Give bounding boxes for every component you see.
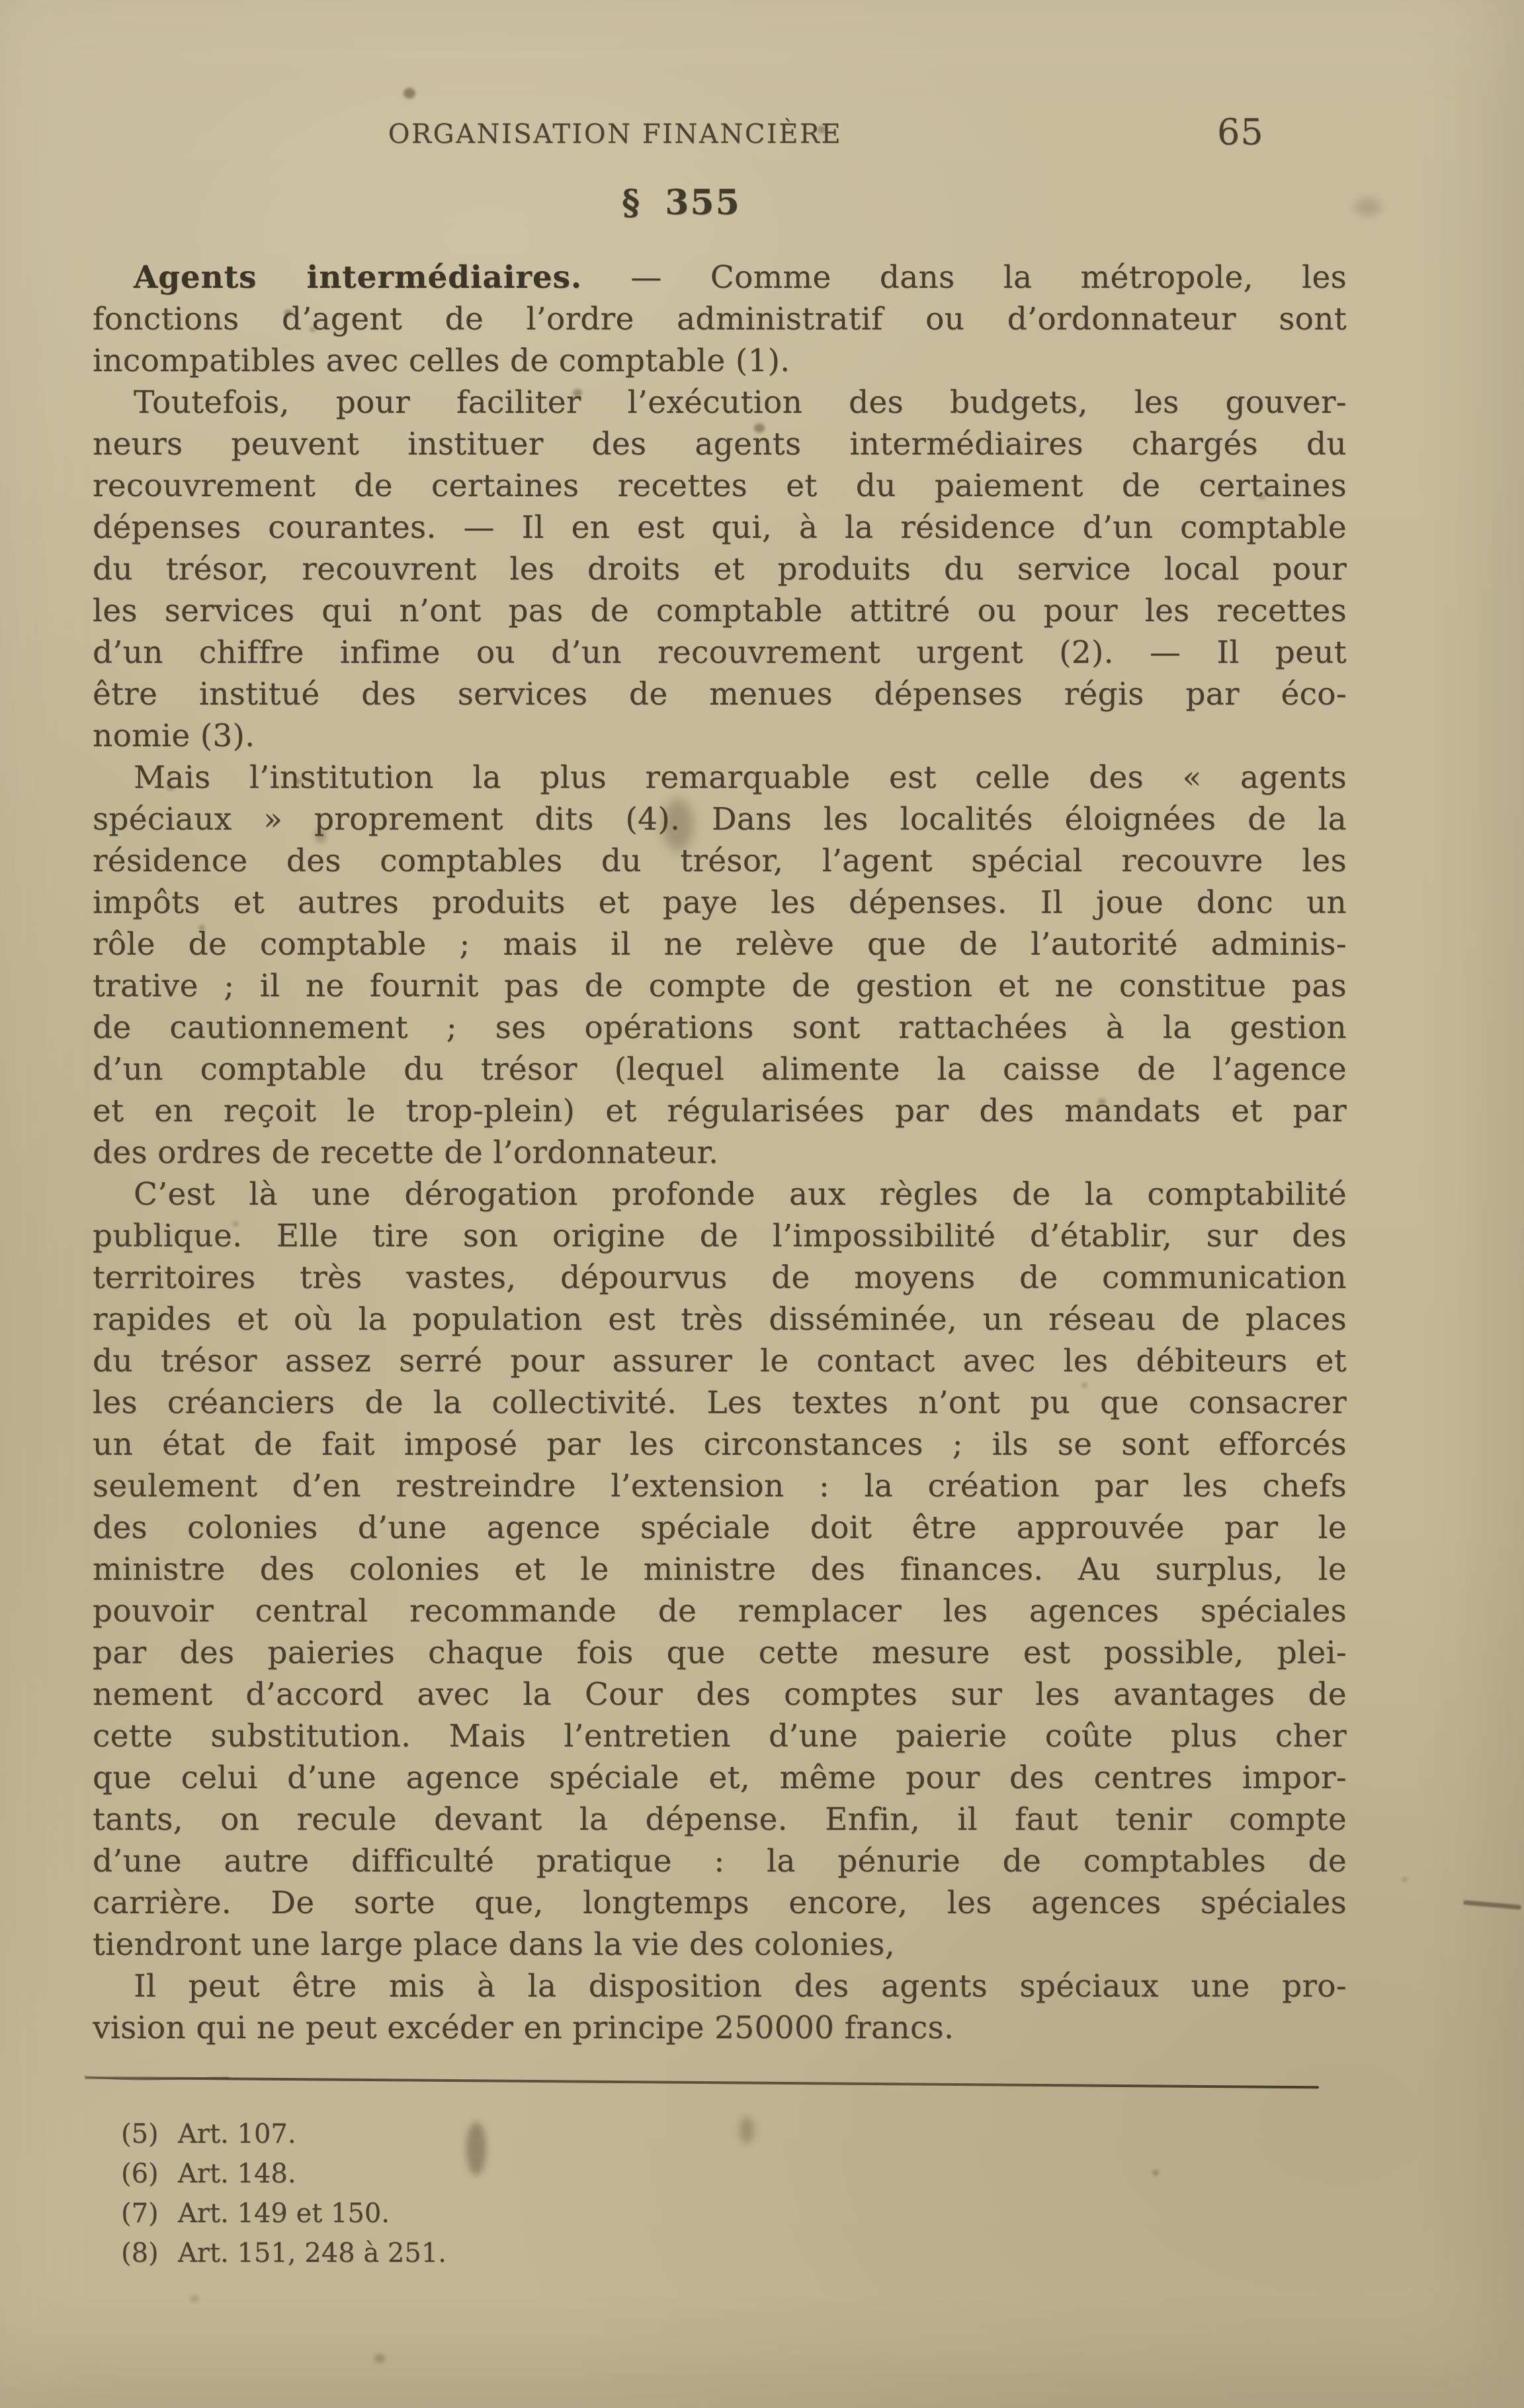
text-line: du trésor assez serré pour assurer le contact avec les débiteurs et	[93, 1343, 1347, 1379]
footnote-text: Art. 151, 248 à 251.	[178, 2238, 446, 2268]
text-line: dépenses courantes. — Il en est qui, à la résidence d’un comptable	[93, 509, 1347, 546]
text-line: fonctions d’agent de l’ordre administratif ou d’ordonnateur sont	[93, 301, 1347, 337]
text-line: un état de fait imposé par les circonstances ; ils se sont efforcés	[93, 1426, 1347, 1463]
page-number: 65	[1217, 111, 1264, 153]
footnotes	[121, 2114, 446, 2273]
paragraph	[93, 757, 1347, 1174]
text-line: Agents intermédiaires. — Comme dans la métropole, les	[134, 259, 1347, 296]
footnote	[121, 2114, 446, 2154]
paper-stain	[466, 2122, 486, 2175]
footnote-marker: (5)	[121, 2119, 159, 2149]
text-line: incompatibles avec celles de comptable (1).	[93, 343, 790, 379]
footnote-text: Art. 149 et 150.	[178, 2198, 390, 2229]
text-line: les créanciers de la collectivité. Les textes n’ont pu que consacrer	[93, 1385, 1347, 1421]
text-line: d’une autre difficulté pratique : la pénurie de comptables de	[93, 1843, 1347, 1879]
paper-stain	[1355, 198, 1381, 216]
text-line: Toutefois, pour faciliter l’exécution des budgets, les gouver-	[134, 384, 1347, 421]
footnote-text: Art. 107.	[178, 2119, 296, 2149]
text-line: seulement d’en restreindre l’extension : la création par les chefs	[93, 1468, 1347, 1504]
running-header-title: ORGANISATION FINANCIÈRE	[388, 119, 843, 150]
footnote	[121, 2154, 446, 2194]
text-line: être institué des services de menues dépenses régis par éco-	[93, 676, 1347, 712]
text-line: des colonies d’une agence spéciale doit être approuvée par le	[93, 1510, 1347, 1546]
text-line: publique. Elle tire son origine de l’impossibilité d’établir, sur des	[93, 1218, 1347, 1254]
text-line: d’un comptable du trésor (lequel alimente la caisse de l’agence	[93, 1051, 1347, 1088]
text-line: que celui d’une agence spéciale et, même pour des centres impor-	[93, 1760, 1347, 1796]
text-line: trative ; il ne fournit pas de compte de gestion et ne constitue pas	[93, 968, 1347, 1004]
footnote-separator	[85, 2077, 1319, 2089]
text-line: et en reçoit le trop-plein) et régularisées par des mandats et par	[93, 1093, 1347, 1129]
text-line: nomie (3).	[93, 718, 255, 754]
text-line: tiendront une large place dans la vie des colonies,	[93, 1926, 895, 1963]
text-line: territoires très vastes, dépourvus de moyens de communication	[93, 1260, 1347, 1296]
paragraph	[93, 382, 1347, 757]
footnote-marker: (7)	[121, 2198, 159, 2229]
paragraph	[93, 1965, 1347, 2049]
paper-stain	[403, 88, 415, 99]
text-line: rapides et où la population est très disséminée, un réseau de places	[93, 1301, 1347, 1338]
text-line: impôts et autres produits et paye les dépenses. Il joue donc un	[93, 884, 1347, 921]
paper-stain	[374, 2354, 385, 2363]
text-line: tants, on recule devant la dépense. Enfin, il faut tenir compte	[93, 1801, 1347, 1838]
paragraph	[93, 1174, 1347, 1965]
section-heading: § 355	[622, 183, 741, 223]
text-line: d’un chiffre infime ou d’un recouvrement urgent (2). — Il peut	[93, 634, 1347, 671]
text-line: spéciaux » proprement dits (4). Dans les localités éloignées de la	[93, 801, 1347, 838]
footnote-marker: (8)	[121, 2238, 159, 2268]
paper-stain	[1152, 2170, 1159, 2176]
text-line: carrière. De sorte que, longtemps encore, les agences spéciales	[93, 1885, 1347, 1921]
text-line: résidence des comptables du trésor, l’agent spécial recouvre les	[93, 843, 1347, 879]
text-line: de cautionnement ; ses opérations sont rattachées à la gestion	[93, 1010, 1347, 1046]
text-line: rôle de comptable ; mais il ne relève que de l’autorité adminis-	[93, 926, 1347, 963]
text-line: les services qui n’ont pas de comptable attitré ou pour les recettes	[93, 593, 1347, 629]
paper-stain	[1402, 1877, 1408, 1882]
paragraph-lead: Agents intermédiaires.	[134, 259, 583, 296]
text-line: Il peut être mis à la disposition des agents spéciaux une pro-	[134, 1968, 1347, 2004]
text-line: par des paieries chaque fois que cette mesure est possible, plei-	[93, 1635, 1347, 1671]
paragraph	[93, 257, 1347, 382]
paper-stain	[190, 2296, 198, 2302]
text-line: ministre des colonies et le ministre des finances. Au surplus, le	[93, 1551, 1347, 1588]
text-line: cette substitution. Mais l’entretien d’une paierie coûte plus cher	[93, 1718, 1347, 1754]
text-line: pouvoir central recommande de remplacer les agences spéciales	[93, 1593, 1347, 1629]
text-line: du trésor, recouvrent les droits et produits du service local pour	[93, 551, 1347, 587]
body-text	[93, 257, 1347, 2049]
footnote-text: Art. 148.	[178, 2159, 296, 2189]
footnote-marker: (6)	[121, 2159, 159, 2189]
text-line: C’est là une dérogation profonde aux règles de la comptabilité	[134, 1176, 1347, 1213]
footnote	[121, 2194, 446, 2233]
text-line: nement d’accord avec la Cour des comptes sur les avantages de	[93, 1676, 1347, 1713]
scan-artifact-dash	[1463, 1900, 1521, 1910]
paper-stain	[740, 2117, 754, 2143]
text-line: neurs peuvent instituer des agents intermédiaires chargés du	[93, 426, 1347, 462]
text-line: Mais l’institution la plus remarquable est celle des « agents	[134, 759, 1347, 796]
text-line: vision qui ne peut excéder en principe 250000 francs.	[93, 2010, 954, 2046]
footnote	[121, 2233, 446, 2273]
text-line: des ordres de recette de l’ordonnateur.	[93, 1135, 719, 1171]
text-line: recouvrement de certaines recettes et du paiement de certaines	[93, 468, 1347, 504]
